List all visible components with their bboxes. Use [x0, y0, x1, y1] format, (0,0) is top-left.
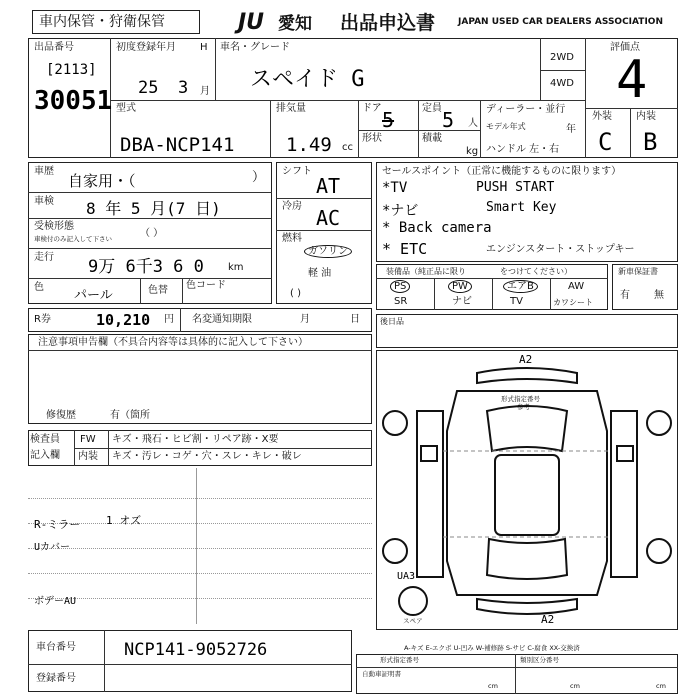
ju-logo: JU [238, 10, 265, 35]
post-items-block [376, 314, 678, 348]
inspector-label: 検査員 [30, 434, 60, 445]
selling-point: * Back camera [382, 220, 492, 236]
damage-diagram: A2 A2 UA3 スペア 形式指定番号 参考 [376, 350, 678, 630]
equip-sr: SR [394, 296, 408, 307]
interior-label: 内装 [636, 111, 656, 122]
fuel-gasoline: ガソリン [304, 245, 352, 258]
grade-score: 4 [616, 50, 648, 110]
registration-month: 3 [178, 78, 189, 98]
class-category-footer: 類別区分番号 [520, 656, 559, 664]
fuel-other: ( ) [290, 288, 301, 299]
seats-value: 5 [442, 108, 455, 132]
lot-number: 30051 [34, 86, 113, 116]
notes-label: 注意事項申告欄（不具合内容等は具体的に記入して下さい） [38, 337, 308, 348]
repair-history-value: 有（箇所 [110, 410, 150, 421]
written-type-label: 受検形態 [34, 221, 74, 232]
damage-rear: A2 [541, 613, 555, 626]
handle-label: ハンドル 左・右 [486, 144, 560, 155]
warranty-label: 新車保証書 [618, 267, 658, 276]
remark-mirror-note: 1 オズ [106, 514, 142, 527]
storage-tag [32, 10, 200, 34]
equip-airbag: エアB [503, 280, 538, 293]
car-outline-svg [377, 351, 677, 629]
form-title: 出品申込書 [340, 12, 436, 34]
equip-aw: AW [568, 281, 585, 292]
color-swap-label: 色替 [148, 285, 168, 296]
chassis-label: 車台番号 [36, 642, 76, 653]
equipment-label: 装備品（純正品に限り [386, 267, 466, 276]
fuel-label: 燃料 [282, 233, 302, 244]
inspector-exterior-row: キズ・飛石・ヒビ割・リペア跡・X要 [112, 434, 279, 445]
shape-label: 形状 [362, 133, 382, 144]
name-change-deadline-label: 名変通知期限 [192, 314, 252, 325]
damage-front: A2 [519, 353, 533, 366]
remark-cover: Uカバー [34, 542, 71, 553]
spare-label: スペア [403, 617, 423, 625]
selling-point: エンジンスタート・ストップキー [486, 244, 635, 255]
equip-leather-seat: カワシート [553, 298, 593, 307]
post-items-label: 後日品 [380, 317, 404, 326]
selling-points-label: セールスポイント（正常に機能するものに限ります） [382, 166, 622, 177]
car-name: スペイド G [250, 67, 365, 92]
ac-value: AC [316, 206, 341, 230]
history-value: 自家用・（ [68, 172, 136, 190]
inspector-interior-row: キズ・汚レ・コゲ・穴・スレ・キレ・破レ [112, 451, 302, 462]
association-name: JAPAN USED CAR DEALERS ASSOCIATION [458, 17, 663, 27]
remark-body: ボデーAU [34, 596, 77, 607]
selling-point: *TV [382, 180, 408, 196]
fuel-diesel: 軽 油 [308, 268, 332, 279]
registration-number-label: 登録番号 [36, 673, 76, 684]
first-registration-label: 初度登録年月 [116, 42, 176, 53]
drive-4wd: 4WD [550, 78, 574, 89]
remarks-area [28, 468, 372, 628]
capacity-label: 積載 [422, 133, 442, 144]
repair-history-label: 修復歴 [46, 410, 76, 421]
color-value: パール [74, 288, 113, 303]
selling-point: * ETC [382, 240, 428, 258]
model-year-label: モデル年式 [486, 122, 526, 131]
warranty-yes: 有 [620, 290, 630, 301]
model-designation-label: 形式指定番号 [501, 395, 540, 403]
recycle-label: R券 [34, 314, 51, 325]
storage-tag-text: 車内保管・狩衛保管 [39, 14, 165, 30]
equip-tv: TV [510, 296, 523, 307]
shift-label: シフト [282, 166, 312, 177]
selling-point: Smart Key [486, 200, 557, 215]
car-name-label: 車名・グレード [220, 42, 290, 53]
model-designation-footer: 形式指定番号 [380, 656, 419, 664]
inspection-label: 車検 [34, 196, 54, 207]
registration-year: 25 [138, 78, 159, 98]
exterior-grade: C [598, 128, 613, 156]
color-label: 色 [34, 282, 44, 293]
selling-point: PUSH START [476, 180, 555, 195]
damage-side: UA3 [397, 571, 416, 582]
doors-label: ドア [362, 103, 382, 114]
seats-label: 定員 [422, 103, 442, 114]
grade-label: 評価点 [610, 42, 640, 53]
region-name: 愛知 [278, 14, 312, 34]
selling-point: *ナビ [382, 203, 419, 219]
cert-label: 自動車証明書 [362, 670, 401, 678]
mileage-label: 走行 [34, 252, 54, 263]
model-type: DBA-NCP141 [120, 134, 235, 156]
recycle-amount: 10,210 [96, 311, 151, 329]
warranty-no: 無 [654, 290, 664, 301]
color-code-label: 色コード [186, 280, 226, 291]
damage-legend: A-キズ E-エクボ U-凹み W-補修跡 S-サビ C-腐食 XX-交換済 [404, 644, 580, 652]
dealer-label: ディーラー・並行 [486, 104, 566, 115]
remark-mirror: R-ミラー [34, 518, 81, 531]
equip-pw: PW [448, 280, 472, 293]
shift-value: AT [316, 174, 341, 198]
interior-grade: B [643, 128, 658, 156]
drive-2wd: 2WD [550, 52, 574, 63]
history-label: 車歴 [34, 166, 54, 177]
ac-label: 冷房 [282, 201, 302, 212]
mileage-value: 9万 6千3 6 0 [88, 257, 204, 277]
lot-label: 出品番号 [34, 42, 74, 53]
exterior-label: 外装 [592, 111, 612, 122]
inspection-value: 8 年 5 月(7 日) [86, 199, 221, 218]
lot-code: [2113] [46, 62, 97, 78]
model-type-label: 型式 [116, 103, 136, 114]
equip-ps: PS [390, 280, 410, 293]
doors-value: 5 [382, 108, 395, 132]
equip-navi: ナビ [452, 296, 472, 307]
displacement: 1.49 [286, 134, 332, 156]
displacement-label: 排気量 [276, 103, 306, 114]
registration-era: H [200, 42, 208, 53]
chassis-number: NCP141-9052726 [124, 640, 268, 660]
